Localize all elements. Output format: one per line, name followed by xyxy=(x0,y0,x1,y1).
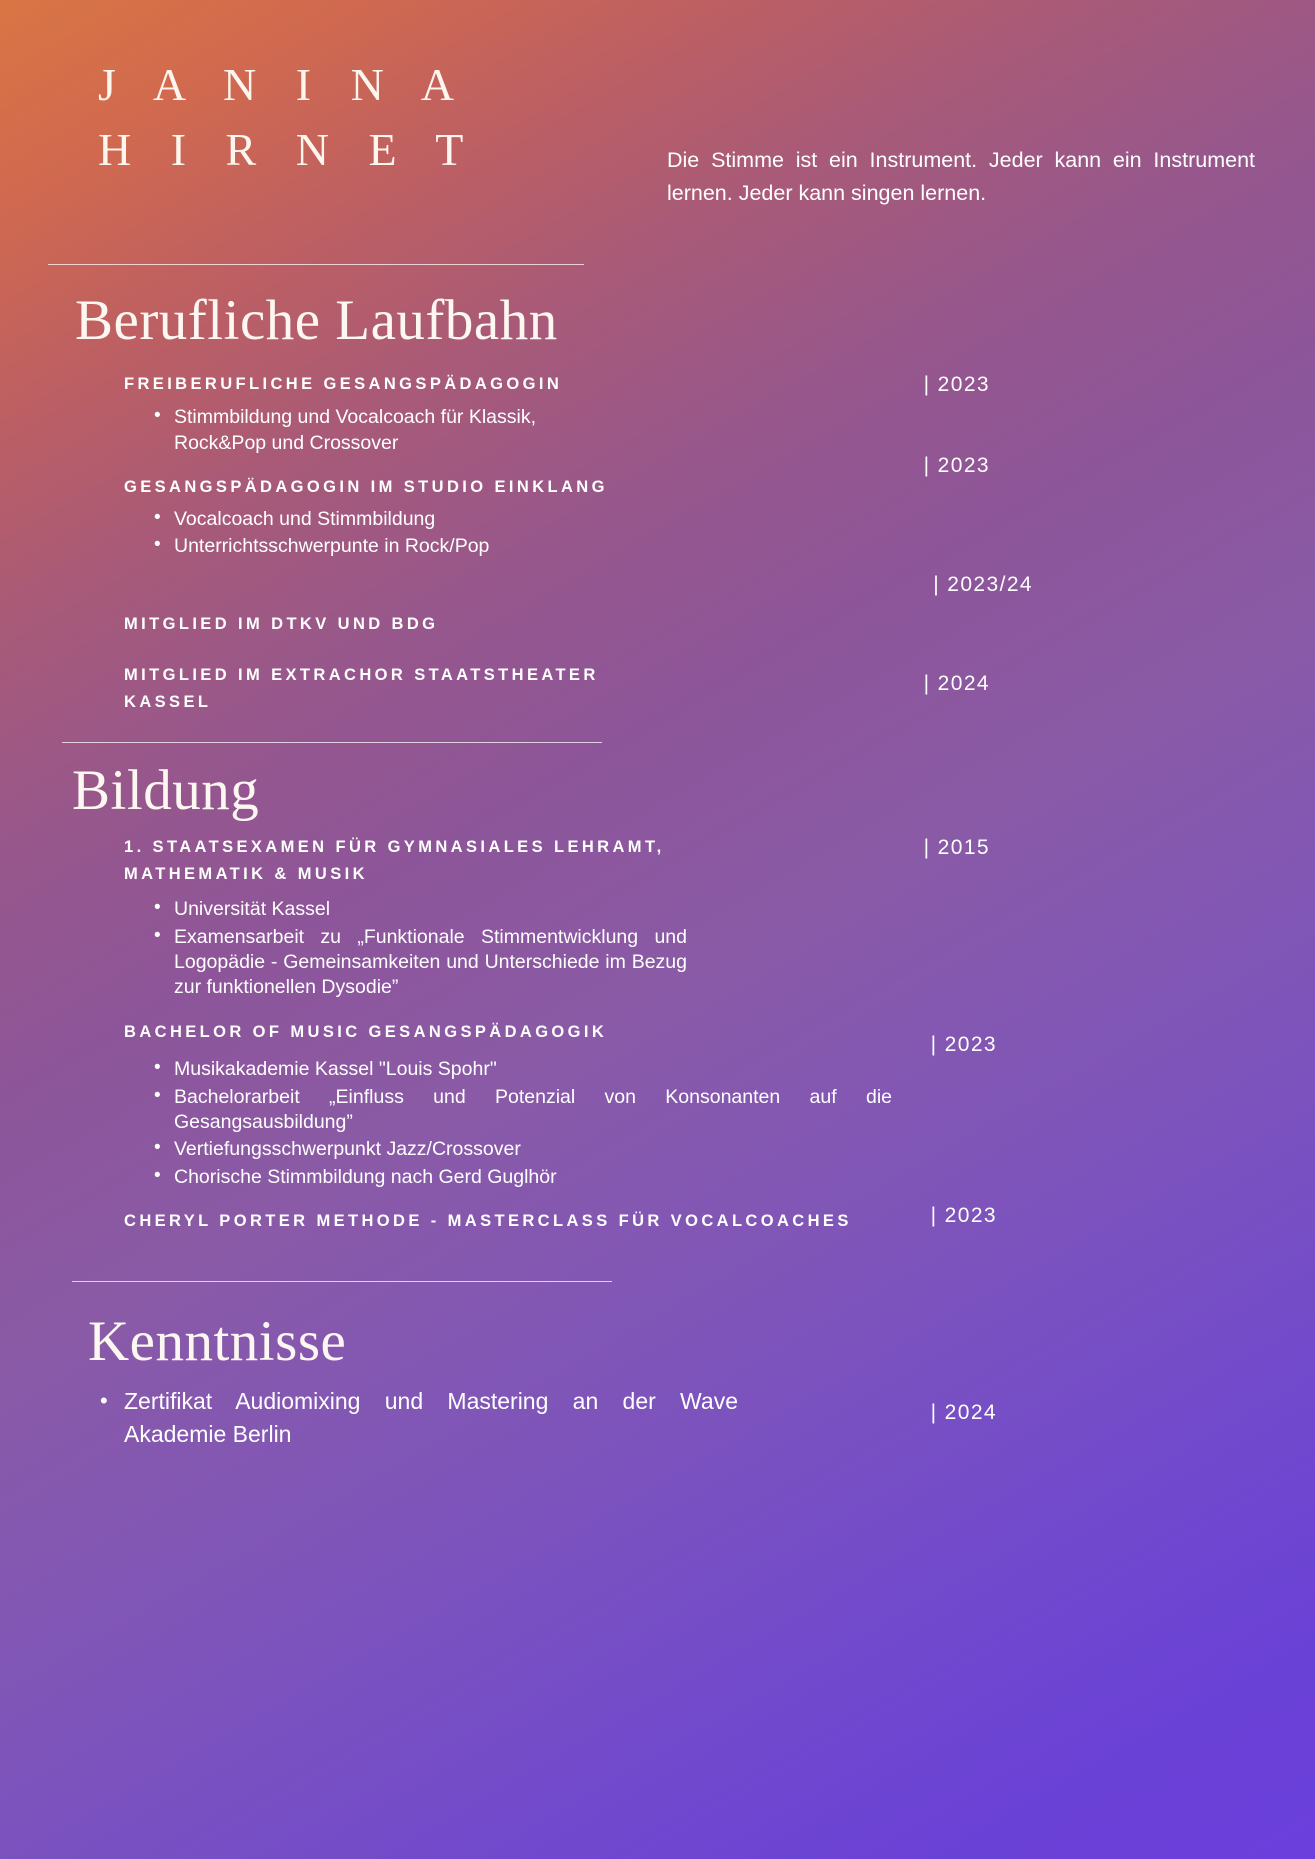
entry-heading: GESANGSPÄDAGOGIN IM STUDIO EINKLANG xyxy=(124,478,608,496)
section-title-skills: Kenntnisse xyxy=(88,1309,347,1373)
entry-bullets xyxy=(152,897,1315,1000)
career-entry-1 xyxy=(0,371,1315,456)
list-item: • Stimmbildung und Vocalcoach für Klassik, Rock&Pop und Crossover xyxy=(152,405,622,456)
list-item: • Vocalcoach und Stimmbildung xyxy=(152,507,752,532)
entry-heading: 1. STAATSEXAMEN FÜR GYMNASIALES LEHRAMT, MATHEMATIK & MUSIK xyxy=(124,837,665,883)
skills-list xyxy=(98,1385,1315,1452)
entry-date: | 2023/24 xyxy=(933,573,1033,597)
career-entry-4 xyxy=(0,662,1315,715)
list-item: • Examensarbeit zu „Funktionale Stimmentwicklung und Logopädie - Gemeinsamkeiten und Unterschiede im Bezug zur funktionellen Dysodie” xyxy=(152,925,687,1001)
career-entry-3 xyxy=(0,573,1315,638)
entry-date: | 2023 xyxy=(930,1204,997,1228)
name-line-last: H I R N E T xyxy=(98,124,478,176)
list-item: • Chorische Stimmbildung nach Gerd Guglhör xyxy=(152,1165,892,1190)
entry-heading: MITGLIED IM DTKV UND BDG xyxy=(124,615,439,634)
entry-date: | 2015 xyxy=(923,835,990,859)
header xyxy=(0,0,1315,209)
entry-heading: BACHELOR OF MUSIC GESANGSPÄDAGOGIK xyxy=(124,1022,608,1041)
divider-skills xyxy=(72,1281,612,1282)
list-item: • Bachelorarbeit „Einfluss und Potenzial von Konsonanten auf die Gesangsausbildung” xyxy=(152,1085,892,1136)
tagline: Die Stimme ist ein Instrument. Jeder kann ein Instrument lernen. Jeder kann singen lernen. xyxy=(667,148,1255,205)
divider-top xyxy=(48,264,584,265)
list-item: • Musikakademie Kassel "Louis Spohr" xyxy=(152,1057,892,1082)
entry-bullets xyxy=(152,1057,1315,1190)
entry-date: | 2024 xyxy=(930,1401,997,1425)
education-entry-1 xyxy=(0,834,1315,1001)
education-entry-2 xyxy=(0,1019,1315,1190)
entry-date: | 2023 xyxy=(923,372,990,396)
entry-heading: MITGLIED IM EXTRACHOR STAATSTHEATER KASSEL xyxy=(124,666,599,711)
entry-bullets xyxy=(152,507,1315,560)
education-entry-3 xyxy=(0,1204,1315,1235)
section-title-education: Bildung xyxy=(72,758,260,822)
career-entry-2 xyxy=(0,454,1315,559)
section-title-career: Berufliche Laufbahn xyxy=(75,289,558,353)
entry-date: | 2023 xyxy=(930,1032,997,1056)
entry-heading: FREIBERUFLICHE GESANGSPÄDAGOGIN xyxy=(124,374,563,393)
list-item: • Unterrichtsschwerpunte in Rock/Pop xyxy=(152,534,752,559)
divider-education xyxy=(62,742,602,743)
list-item: • Vertiefungsschwerpunkt Jazz/Crossover xyxy=(152,1137,892,1162)
entry-date: | 2024 xyxy=(923,672,990,696)
candidate-name xyxy=(98,52,477,183)
entry-heading: CHERYL PORTER METHODE - MASTERCLASS FÜR VOCALCOACHES xyxy=(124,1212,852,1231)
entry-bullets xyxy=(152,405,1315,456)
name-line-first: J A N I N A xyxy=(98,59,468,110)
list-item: • Universität Kassel xyxy=(152,897,892,922)
skills-entry-1 xyxy=(0,1385,1315,1452)
entry-date: | 2023 xyxy=(923,454,990,477)
list-item: • Zertifikat Audiomixing und Mastering an der Wave Akademie Berlin xyxy=(98,1385,738,1452)
